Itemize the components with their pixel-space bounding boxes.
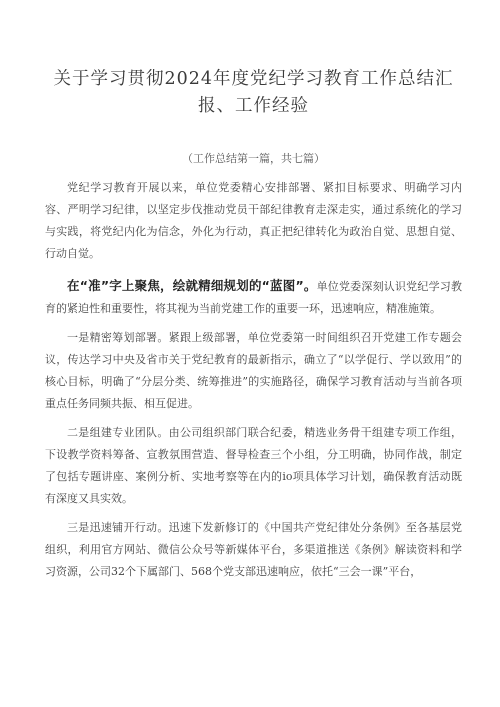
paragraph-point-3 [45, 517, 462, 583]
title-line-1: 关于学习贯彻2024年度党纪学习教育工作总结汇 [53, 69, 454, 89]
paragraph-point-2 [45, 422, 462, 510]
paragraph-intro [45, 177, 462, 265]
document-title [45, 0, 462, 120]
paragraph-text: 单位党委深刻认识党纪学习教育的紧迫性和重要性，将其视为当前党建工作的重要一环，迅速响应，精准施策。 [45, 280, 462, 315]
paragraph-text: 一是精密筹划部署。紧跟上级部署，单位党委第一时间组织召开党建工作专题会议，传达学习中央及省市关于党纪教育的最新指示，确立了“以学促行、学以致用”的核心目标，明确了“分层分类、统筹推进”的实施路径，确保学习教育活动与当前各项重点任务同频共振、相互促进。 [45, 331, 462, 410]
paragraph-section-heading [45, 275, 462, 320]
document-subtitle: （工作总结第一篇，共七篇） [182, 152, 325, 165]
paragraph-text: 党纪学习教育开展以来，单位党委精心安排部署、紧扣目标要求、明确学习内容、严明学习纪律，以坚定步伐推动党员干部纪律教育走深走实，通过系统化的学习与实践，将党纪内化为信念，外化为行动，真正把纪律转化为政治自觉、思想自觉、行动自觉。 [45, 181, 462, 260]
section-lead-heading: 在“准”字上聚焦，绘就精细规划的“蓝图”。 [67, 278, 317, 293]
paragraph-text: 二是组建专业团队。由公司组织部门联合纪委，精选业务骨干组建专项工作组，下设教学资料筹备、宣教氛围营造、督导检查三个小组，分工明确，协同作战，制定了包括专题讲座、案例分析、实地考察等在内的io项具体学习计划，确保教育活动既有深度又具实效。 [45, 426, 462, 505]
paragraph-point-1 [45, 327, 462, 415]
paragraph-text: 三是迅速铺开行动。迅速下发新修订的《中国共产党纪律处分条例》至各基层党组织，利用官方网站、微信公众号等新媒体平台，多渠道推送《条例》解读资料和学习资源，公司32个下属部门、568个党支部迅速响应，依托“三会一课”平台， [45, 521, 462, 578]
title-line-2: 报、工作经验 [198, 96, 309, 116]
